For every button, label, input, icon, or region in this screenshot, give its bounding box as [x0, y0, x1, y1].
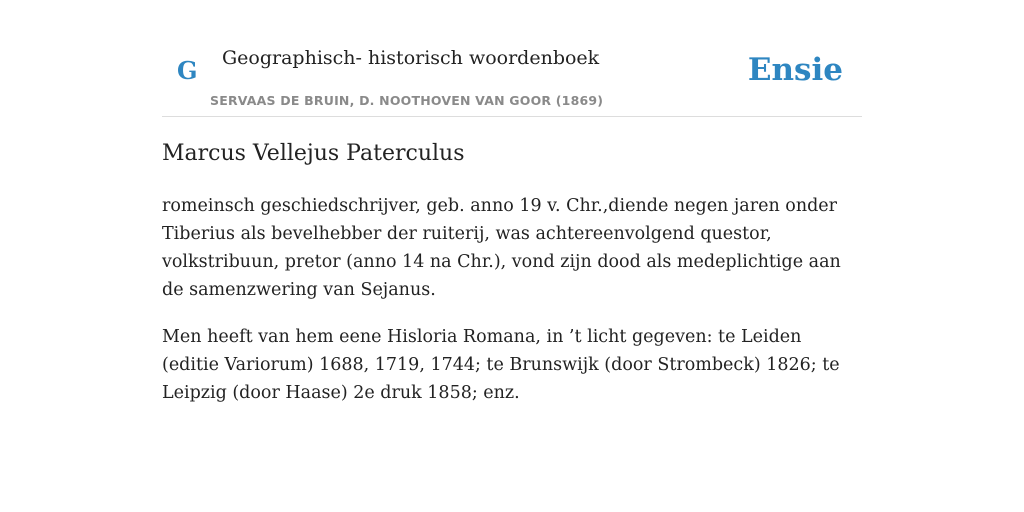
entry-title: Marcus Vellejus Paterculus — [162, 141, 465, 166]
book-title[interactable]: Geographisch- historisch woordenboek — [222, 47, 600, 69]
book-header — [162, 0, 862, 117]
book-authors: SERVAAS DE BRUIN, D. NOOTHOVEN VAN GOOR (1869) — [210, 93, 604, 108]
entry-paragraph: Men heeft van hem eene Hisloria Romana, in ’t licht gegeven: te Leiden (editie Variorum) 1688, 1719, 1744; te Brunswijk (door Strombeck) 1826; te Leipzig (door Haase) 2e druk 1858; enz. — [162, 327, 840, 403]
entry-body — [162, 192, 862, 426]
site-logo[interactable]: Ensie — [747, 52, 843, 88]
entry-paragraph: romeinsch geschiedschrijver, geb. anno 19 v. Chr.,diende negen jaren onder Tiberius als bevelhebber der ruiterij, was achtereenvolgend questor, volkstribuun, pretor (anno 14 na Chr.), vond zijn dood als medeplichtige aan de samenzwering van Sejanus. — [162, 196, 841, 300]
book-letter-badge[interactable]: G — [177, 56, 198, 85]
